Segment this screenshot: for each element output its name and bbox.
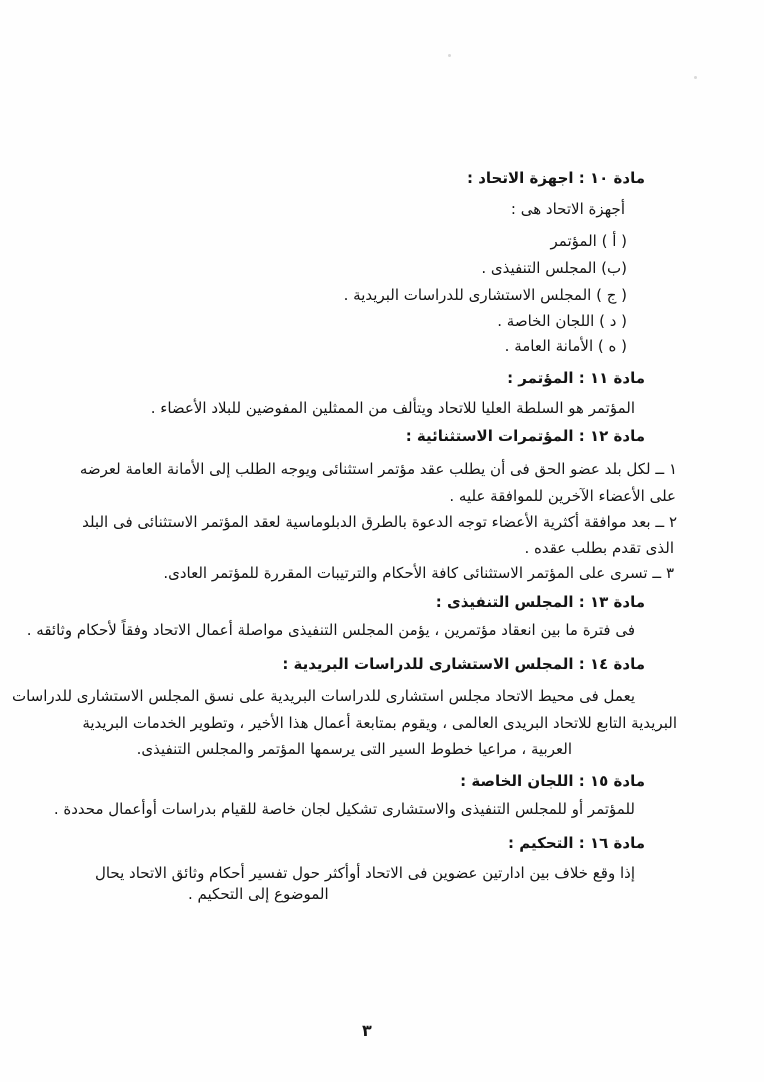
article-10-list-item-e: ( ه ) الأمانة العامة .	[504, 337, 627, 355]
article-14-line-3: العربية ، مراعيا خطوط السير التى يرسمها المؤتمر والمجلس التنفيذى.	[136, 740, 572, 758]
scan-speck	[448, 54, 451, 57]
article-10-heading: مادة ١٠ : اجهزة الاتحاد :	[466, 169, 645, 187]
article-10-list-item-a: ( أ ) المؤتمر	[550, 232, 627, 250]
article-12-heading: مادة ١٢ : المؤتمرات الاستثنائية :	[405, 427, 645, 445]
article-13-heading: مادة ١٣ : المجلس التنفيذى :	[435, 593, 645, 611]
scan-speck	[694, 76, 697, 79]
page-number: ٣	[362, 1021, 372, 1040]
article-16-line-2: الموضوع إلى التحكيم .	[188, 885, 329, 903]
article-12-item-3: ٣ ــ تسرى على المؤتمر الاستثنائى كافة الأحكام والترتيبات المقررة للمؤتمر العادى.	[163, 564, 674, 582]
article-12-item-1-line-2: على الأعضاء الآخرين للموافقة عليه .	[449, 487, 676, 505]
article-12-item-1-line-1: ١ ــ لكل بلد عضو الحق فى أن يطلب عقد مؤتمر استثنائى ويوجه الطلب إلى الأمانة العامة لعرضه	[79, 460, 677, 478]
article-11-text: المؤتمر هو السلطة العليا للاتحاد ويتألف من الممثلين المفوضين للبلاد الأعضاء .	[150, 399, 635, 417]
article-14-line-1: يعمل فى محيط الاتحاد مجلس استشارى للدراسات البريدية على نسق المجلس الاستشارى للدراسات	[11, 687, 635, 705]
article-15-text: للمؤتمر أو للمجلس التنفيذى والاستشارى تشكيل لجان خاصة للقيام بدراسات أوأعمال محددة .	[53, 800, 635, 818]
article-15-heading: مادة ١٥ : اللجان الخاصة :	[460, 772, 645, 790]
article-11-heading: مادة ١١ : المؤتمر :	[507, 369, 645, 387]
article-12-item-2-line-2: الذى تقدم بطلب عقده .	[524, 539, 674, 557]
article-16-heading: مادة ١٦ : التحكيم :	[508, 834, 645, 852]
article-16-line-1: إذا وقع خلاف بين ادارتين عضوين فى الاتحاد أوأكثر حول تفسير أحكام وثائق الاتحاد يحال	[94, 864, 635, 882]
article-10-intro: أجهزة الاتحاد هى :	[510, 200, 625, 218]
article-10-list-item-b: (ب) المجلس التنفيذى .	[481, 259, 627, 277]
article-10-list-item-d: ( د ) اللجان الخاصة .	[497, 312, 627, 330]
article-10-list-item-c: ( ج ) المجلس الاستشارى للدراسات البريدية .	[343, 286, 627, 304]
article-14-heading: مادة ١٤ : المجلس الاستشارى للدراسات البريدية :	[282, 655, 645, 673]
article-14-line-2: البريدية التابع للاتحاد البريدى العالمى ، ويقوم بمتابعة أعمال هذا الأخير ، وتطوير الخدمات البريدية	[82, 714, 677, 732]
article-13-text: فى فترة ما بين انعقاد مؤتمرين ، يؤمن المجلس التنفيذى مواصلة أعمال الاتحاد وفقاً لأحكام وثائقه .	[26, 621, 635, 639]
article-12-item-2-line-1: ٢ ــ بعد موافقة أكثرية الأعضاء توجه الدعوة بالطرق الدبلوماسية لعقد المؤتمر الاستثنائى فى البلد	[82, 513, 677, 531]
